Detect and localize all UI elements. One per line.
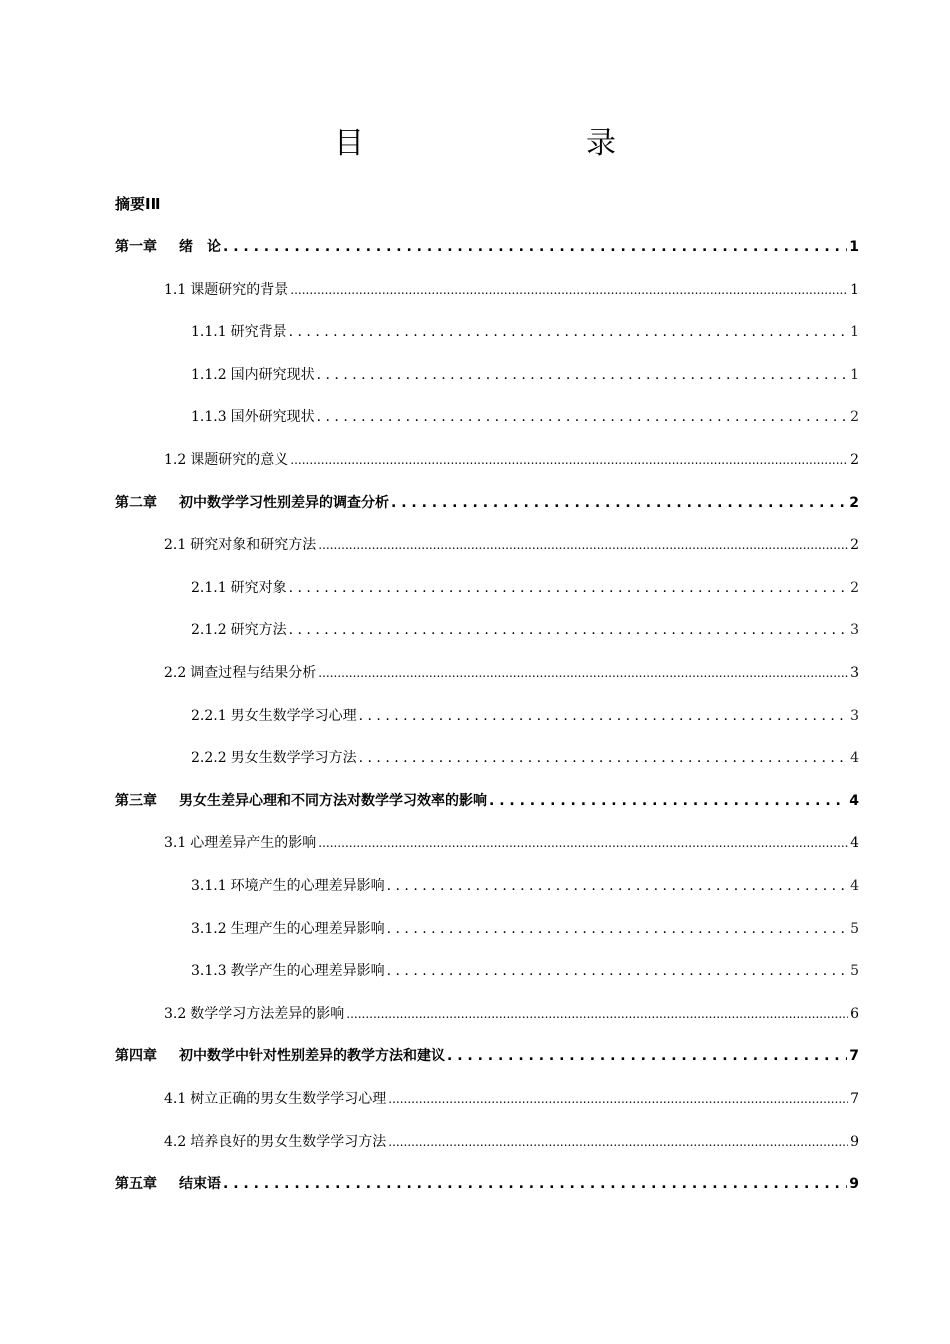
toc-entry-text: 研究背景 [230, 324, 287, 341]
toc-entry-label [164, 832, 316, 854]
toc-entry-page: 3 [850, 665, 859, 681]
toc-entry-label [191, 918, 385, 940]
toc-entry[interactable] [191, 321, 859, 343]
toc-entry-label [191, 747, 357, 769]
toc-entry-page: 9 [850, 1133, 859, 1150]
toc-entry-text: 树立正确的男女生数学学习心理 [190, 1091, 387, 1107]
toc-entry-text: 数学学习方法差异的影响 [190, 1005, 345, 1022]
toc-entry-page: 5 [850, 963, 859, 980]
toc-leader-dots [289, 321, 848, 343]
toc-entry-page: 4 [850, 835, 859, 852]
toc-leader-dots [388, 1131, 848, 1153]
toc-entry-number: 第四章 [115, 1048, 157, 1065]
toc-entry-label [164, 1003, 344, 1025]
toc-entry[interactable] [115, 1173, 859, 1195]
toc-entry-text: 课题研究的背景 [190, 281, 289, 298]
toc-entry-label [164, 1131, 386, 1153]
toc-entry-page: 2 [850, 579, 859, 596]
toc-entry[interactable] [191, 875, 859, 897]
toc-entry[interactable] [164, 449, 859, 471]
toc-leader-dots [359, 705, 848, 727]
toc-leader-dots [317, 406, 848, 428]
toc-entry-page: 1 [849, 239, 859, 255]
toc-entry[interactable] [164, 1003, 859, 1025]
toc-entry-page: 2 [850, 409, 859, 426]
toc-entry-label [164, 534, 316, 556]
toc-entry-label [191, 705, 357, 727]
toc-leader-dots [359, 747, 848, 769]
toc-entry[interactable] [191, 960, 859, 982]
toc-entry-label [191, 619, 287, 641]
toc-entry-number: 第二章 [115, 494, 157, 511]
toc-leader-dots [318, 832, 848, 854]
toc-entry-page: 4 [849, 792, 859, 809]
toc-leader-dots [318, 662, 848, 684]
toc-entry-text: 心理差异产生的影响 [190, 835, 317, 852]
toc-leader-dots [388, 1088, 848, 1110]
toc-entry-text: 生理产生的心理差异影响 [230, 920, 385, 937]
toc-entry[interactable] [191, 364, 859, 386]
toc-entry-page: 5 [850, 920, 859, 937]
toc-entry-text: 国外研究现状 [230, 409, 315, 426]
toc-entry-text: 研究对象和研究方法 [190, 537, 317, 554]
toc-entry[interactable] [164, 534, 859, 556]
toc-leader-dots [387, 918, 848, 940]
toc-entry[interactable] [115, 492, 859, 514]
toc-entry-text: 初中数学中针对性别差异的教学方法和建议 [179, 1048, 445, 1065]
toc-entry-number: 1.1.2 [191, 366, 227, 383]
toc-entry-label [191, 960, 385, 982]
toc-entry-page: 1 [850, 281, 859, 298]
toc-entry-text: 环境产生的心理差异影响 [230, 878, 385, 894]
toc-leader-dots [317, 364, 848, 386]
toc-entry-number: 2.2.2 [191, 750, 227, 767]
toc-entry-number: 第三章 [115, 792, 157, 809]
toc-entry[interactable] [191, 918, 859, 940]
toc-entry-page: 7 [849, 1048, 859, 1065]
toc-entry[interactable] [164, 279, 859, 301]
toc-entry-page: 3 [850, 622, 859, 639]
toc-entry-abstract[interactable]: 摘要ⅠⅡ [115, 195, 161, 213]
toc-entry-label [164, 279, 288, 301]
toc-entry-number: 1.1.3 [191, 409, 227, 426]
toc-entry-label [115, 492, 389, 514]
toc-entry-number: 1.1 [164, 281, 187, 298]
toc-leader-dots [387, 875, 848, 897]
toc-entry-page: 9 [849, 1176, 859, 1193]
toc-entry-page: 2 [850, 537, 859, 554]
toc-entry-number: 4.2 [164, 1133, 187, 1150]
toc-entry[interactable] [191, 577, 859, 599]
toc-entry[interactable] [115, 1045, 859, 1067]
toc-leader-dots [391, 492, 847, 514]
toc-entry-text: 男女生差异心理和不同方法对数学学习效率的影响 [179, 792, 487, 809]
toc-entry-number: 2.2 [164, 665, 187, 681]
toc-entry-text: 结束语 [179, 1176, 221, 1193]
toc-entry-page: 6 [850, 1005, 859, 1022]
toc-entry-number: 4.1 [164, 1091, 187, 1107]
toc-entry-number: 3.1 [164, 835, 187, 852]
toc-entry[interactable] [191, 747, 859, 769]
toc-entry-page: 4 [850, 750, 859, 767]
toc-entry-text: 课题研究的意义 [190, 452, 289, 468]
toc-entry-page: 3 [850, 707, 859, 724]
toc-entry-page: 2 [850, 452, 859, 468]
toc-entry-number: 2.1.1 [191, 579, 227, 596]
toc-entry-label [115, 236, 221, 258]
toc-entry-text: 研究方法 [230, 622, 287, 639]
toc-entry-label [191, 321, 287, 343]
toc-entry-number: 第五章 [115, 1176, 157, 1193]
toc-entry[interactable] [115, 236, 859, 258]
toc-leader-dots [447, 1045, 847, 1067]
toc-entry-label [191, 875, 385, 897]
toc-leader-dots [346, 1003, 848, 1025]
toc-entry-label [115, 790, 487, 812]
toc-leader-dots [318, 534, 848, 556]
toc-entry[interactable] [191, 406, 859, 428]
toc-entry[interactable] [191, 705, 859, 727]
toc-entry-label [164, 662, 316, 684]
toc-entry-number: 3.2 [164, 1005, 187, 1022]
toc-entry-page: 4 [850, 878, 859, 894]
toc-leader-dots [223, 1173, 847, 1195]
toc-entry-label [191, 406, 315, 428]
toc-entry-text: 研究对象 [230, 579, 287, 596]
toc-leader-dots [489, 790, 847, 812]
toc-entry[interactable] [164, 662, 859, 684]
toc-entry-text: 调查过程与结果分析 [190, 665, 317, 681]
toc-entry-text: 初中数学学习性别差异的调查分析 [179, 494, 389, 511]
toc-leader-dots [223, 236, 847, 258]
toc-entry-label [191, 577, 287, 599]
toc-entry-number: 2.1.2 [191, 622, 227, 639]
toc-entry-text: 国内研究现状 [230, 366, 315, 383]
toc-entry-page: 2 [849, 494, 859, 511]
toc-entry-label [164, 449, 288, 471]
toc-entry-number: 3.1.2 [191, 920, 227, 937]
toc-entry[interactable] [164, 1088, 859, 1110]
toc-entry-label [115, 1045, 445, 1067]
toc-leader-dots [290, 449, 848, 471]
toc-entry-label [191, 364, 315, 386]
toc-leader-dots [290, 279, 848, 301]
toc-entry[interactable] [115, 790, 859, 812]
toc-leader-dots [289, 577, 848, 599]
toc-entry-page: 1 [850, 366, 859, 383]
toc-leader-dots [289, 619, 848, 641]
toc-entry-number: 3.1.1 [191, 878, 227, 894]
toc-entry-page: 1 [850, 324, 859, 341]
toc-leader-dots [387, 960, 848, 982]
toc-entry-label [115, 1173, 221, 1195]
toc-entry-number: 1.1.1 [191, 324, 227, 341]
toc-entry-text: 培养良好的男女生数学学习方法 [190, 1133, 387, 1150]
toc-entry-number: 第一章 [115, 239, 157, 255]
toc-entry-number: 2.2.1 [191, 707, 227, 724]
toc-entry-number: 1.2 [164, 452, 187, 468]
toc-entry[interactable] [164, 832, 859, 854]
toc-entry-text: 绪 论 [179, 239, 221, 255]
toc-entry[interactable] [164, 1131, 859, 1153]
toc-entry-text: 教学产生的心理差异影响 [230, 963, 385, 980]
page-title: 目 录 [334, 126, 670, 161]
toc-entry-text: 男女生数学学习方法 [230, 750, 357, 767]
toc-entry-number: 3.1.3 [191, 963, 227, 980]
toc-entry-page: 7 [850, 1091, 859, 1107]
toc-entry[interactable] [191, 619, 859, 641]
toc-entry-number: 2.1 [164, 537, 187, 554]
toc-entry-text: 男女生数学学习心理 [230, 707, 357, 724]
toc-entry-label [164, 1088, 386, 1110]
